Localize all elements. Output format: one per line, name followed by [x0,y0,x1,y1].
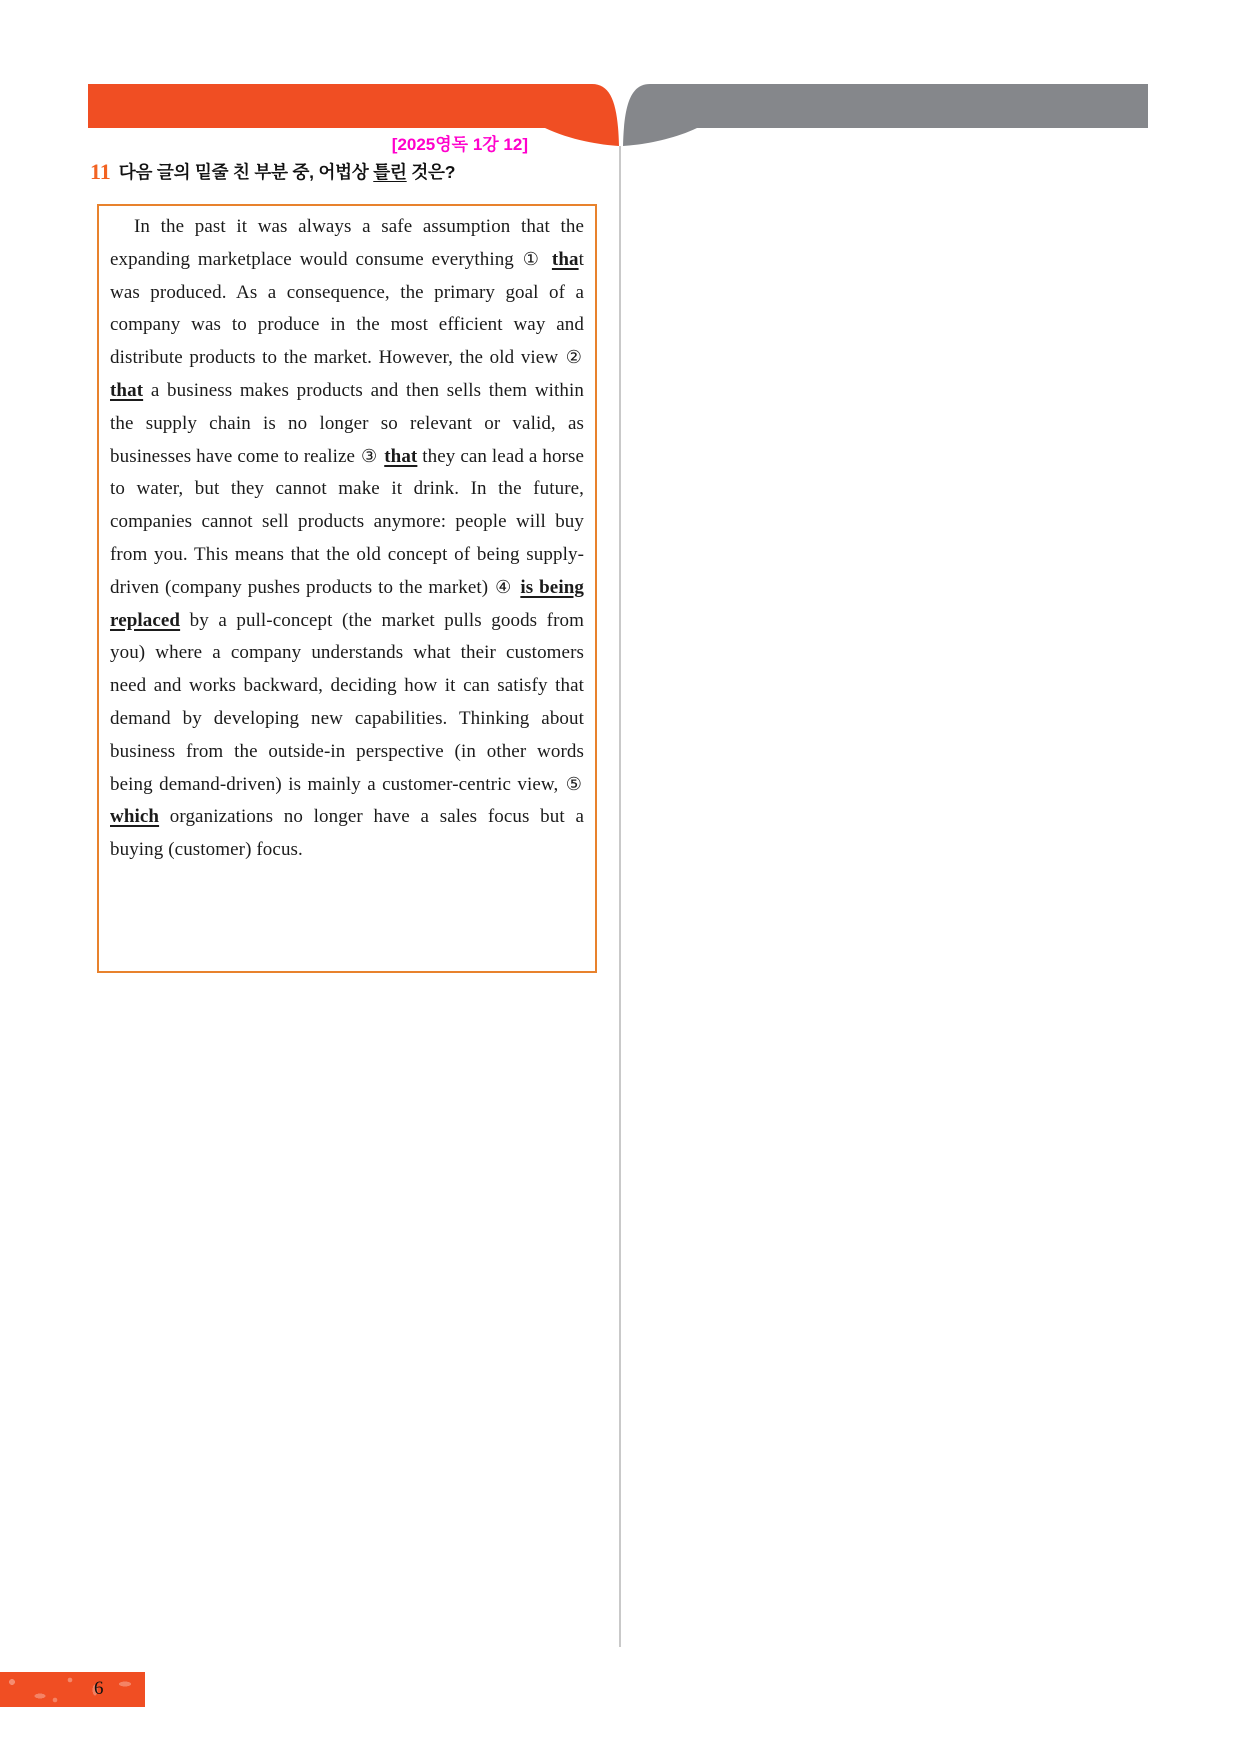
question-text: 다음 글의 밑줄 친 부분 중, 어법상 틀린 것은? [118,162,456,182]
passage-text: In the past it was always a safe assumption that the expanding marketplace would consume everything ① that was produced. As a consequence, the primary goal of a company was to produce in the most efficient way and distribute products to the market. However, the old view ② that a business makes products and then sells them within the supply chain is no longer so relevant or valid, as businesses have come to realize ③ that they can lead a horse to water, but they cannot make it drink. In the future, companies cannot sell products anymore: people will buy from you. This means that the old concept of being supply-driven (company pushes products to the market) ④ is being replaced by a pull-concept (the market pulls goods from you) where a company understands what their customers need and works backward, deciding how it can satisfy that demand by developing new capabilities. Thinking about business from the outside-in perspective (in other words being demand-driven) is mainly a customer-centric view, ⑤ which organizations no longer have a sales focus but a buying (customer) focus. [110,216,585,861]
choice-number: ④ [495,576,513,598]
underlined-choice: 틀린 [373,162,407,182]
passage-box [97,204,597,973]
page-number: 6 [94,1678,104,1699]
underlined-choice: that [110,379,144,401]
choice-number: ② [565,347,582,369]
page-center-divider [619,146,621,1647]
underlined-choice: that [384,445,418,467]
question-number: 11 [90,159,111,184]
underlined-choice: is being replaced [110,576,584,631]
choice-number: ⑤ [565,773,582,795]
choice-number: ① [522,248,543,270]
question-line [90,159,610,185]
footer-strip [0,1672,145,1707]
underlined-choice: which [110,806,160,828]
choice-number: ③ [360,445,378,467]
header-right-band [623,84,1148,146]
underlined-choice: tha [551,248,579,270]
lesson-tag: [2025영독 1강 12] [391,135,528,154]
